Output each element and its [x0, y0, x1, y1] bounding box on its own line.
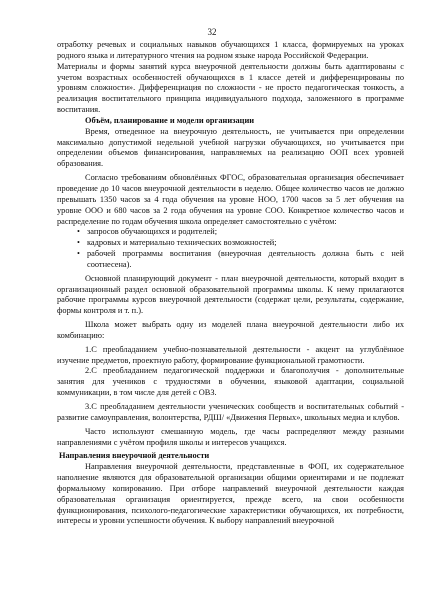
intro-paragraph-1: отработку речевых и социальных навыков обучающихся 1 класса, формируемых на уроках родного языка и литературного чтения на родном языке народа Российской Федерации.	[57, 40, 404, 60]
bullet-item	[57, 249, 404, 271]
paragraph-directions: Направления внеурочной деятельности, представленные в ФОП, их содержательное наполнение являются для образовательной организации общими ориентирами и не подлежат формальному копированию. При отборе направлений внеурочной деятельности каждая образовательная организация ориентируется, прежде всего, на свои особенности функционирования, психолого-педагогические характеристики обучающихся, их потребности, интересы и уровни успешности обучения. К выбору направлений внеурочной	[57, 462, 404, 526]
model-item-3: 3.С преобладанием деятельности ученических сообществ и воспитательных событий - развитие самоуправления, волонтерства, РДШ/ «Движения Первых», школьных медиа и клубов.	[57, 402, 404, 422]
bullet-icon: •	[77, 249, 80, 259]
bullet-item	[57, 227, 404, 238]
page-number: 32	[207, 27, 217, 37]
paragraph-time-allocation: Время, отведенное на внеурочную деятельность, не учитывается при определении максимально допустимой недельной учебной нагрузки обучающихся, но учитывается при определении объемов финансирования, направляемых на реализацию ООП всех уровней образования.	[57, 126, 404, 169]
section-heading-volume-planning: Объём, планирование и модели организации	[85, 115, 255, 125]
bullet-text: кадровых и материально технических возможностей;	[87, 238, 277, 248]
section-heading-directions: Направления внеурочной деятельности	[59, 451, 210, 461]
model-item-2: 2.С преобладанием педагогической поддержки и благополучия - дополнительные занятия для учеников с трудностями в обучении, языковой адаптации, социальной коммуникации, в том числе для детей с ОВЗ.	[57, 366, 404, 398]
bullet-list	[57, 227, 404, 270]
paragraph-mixed-model: Часто используют смешанную модель, где часы распределяют между разными направлениями с учётом профиля школы и интересов учащихся.	[57, 426, 404, 447]
paragraph-planning-document: Основной планирующий документ - план внеурочной деятельности, который входит в организационный раздел основной образовательной программы школы. К нему прилагаются рабочие программы курсов внеурочной деятельности (содержат цели, результаты, содержание, формы контроля и т. п.).	[57, 273, 404, 316]
bullet-text: запросов обучающихся и родителей;	[87, 227, 218, 237]
paragraph-model-choice: Школа может выбрать одну из моделей плана внеурочной деятельности либо их комбинацию:	[57, 320, 404, 340]
intro-paragraph-2: Материалы и формы занятий курса внеурочной деятельности должны быть адаптированы с учетом возрастных особенностей обучающихся в 1 классе детей и дифференцированы по уровням сложности». Дифференциация по сложности - не просто педагогическая тонкость, а реализация воспитательного принципа индивидуального подхода, заложенного в программе воспитания.	[57, 61, 404, 115]
bullet-icon: •	[77, 238, 80, 248]
model-item-1: 1.С преобладанием учебно-познавательной деятельности - акцент на углублённое изучение предметов, проектную работу, формирование функциональной грамотности.	[57, 344, 404, 365]
bullet-text: рабочей программы воспитания (внеурочная деятельность должна быть с ней соотнесена).	[87, 249, 404, 269]
bullet-icon: •	[77, 227, 80, 237]
paragraph-fgos-requirements: Согласно требованиям обновлённых ФГОС, образовательная организация обеспечивает проведение до 10 часов внеурочной деятельности в неделю. Общее количество часов не должно превышать 1350 часов за 4 года обучения на уровне НОО, 1700 часов за 5 лет обучения на уровне ООО и 680 часов за 2 года обучения на уровне СОО. Конкретное количество часов и распределение по годам обучения школа определяет самостоятельно с учётом:	[57, 173, 404, 226]
bullet-item	[57, 238, 404, 249]
page-content	[57, 40, 404, 527]
